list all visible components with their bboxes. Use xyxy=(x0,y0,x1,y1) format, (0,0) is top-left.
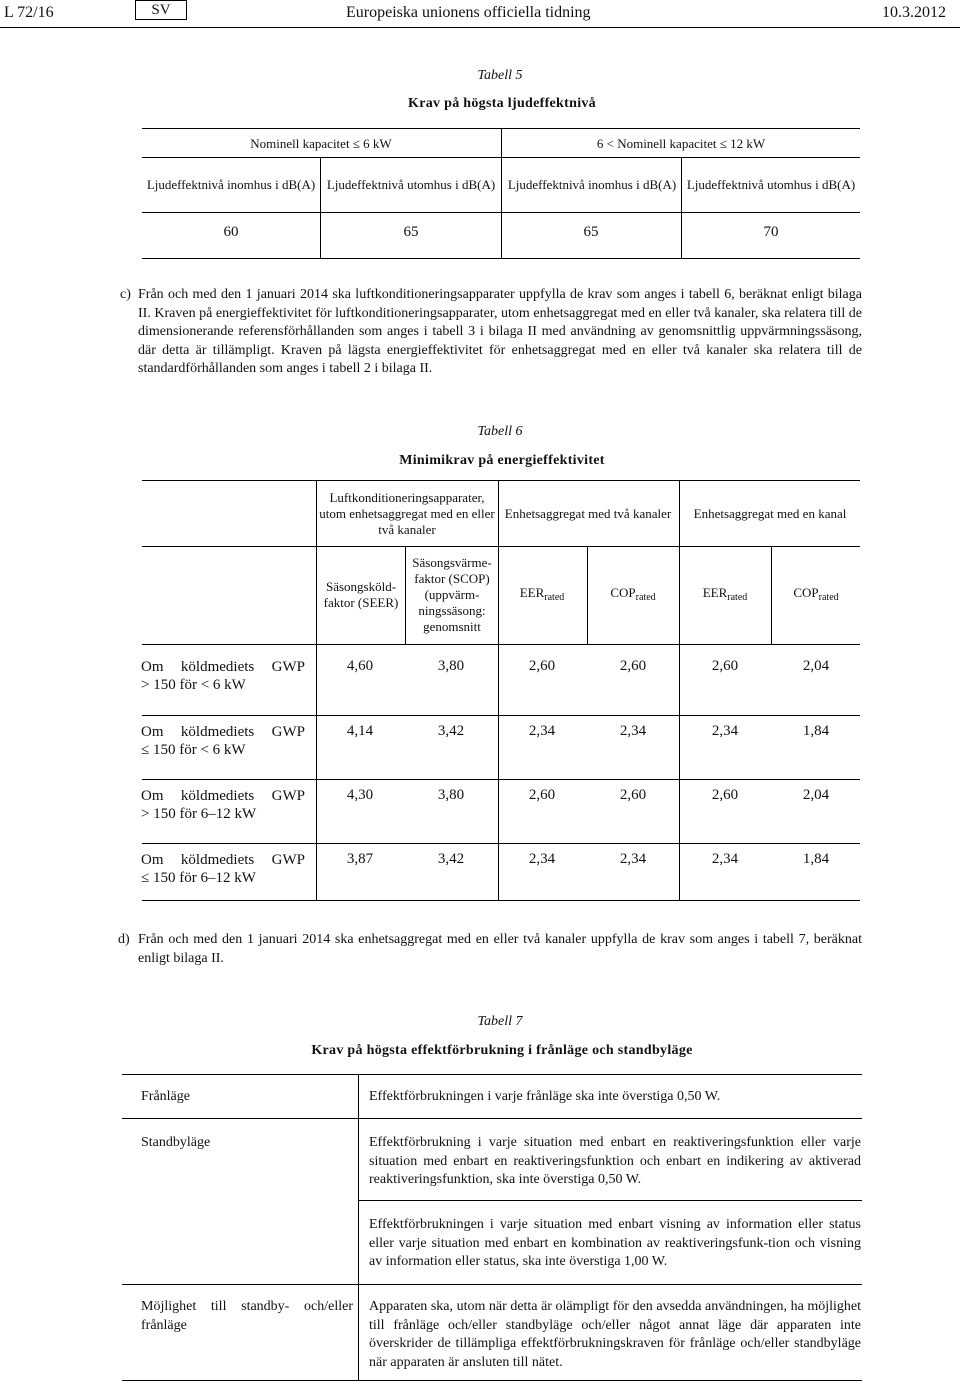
table-cell-value: 2,60 xyxy=(528,787,556,803)
row-label: Om köldmediets GWP xyxy=(141,659,305,675)
table5-divider xyxy=(681,158,682,258)
table5-rule-bottom xyxy=(142,258,860,259)
table-cell-value: 3,80 xyxy=(437,787,465,803)
journal-title: Europeiska unionens officiella tidning xyxy=(346,4,591,21)
table5-group-small: Nominell kapacitet ≤ 6 kW xyxy=(250,136,392,151)
table-cell-value: 4,30 xyxy=(346,787,374,803)
table-cell-value: 2,34 xyxy=(711,851,739,867)
table-cell-value: 1,84 xyxy=(802,723,830,739)
table6-group-ac: Luftkonditioneringsapparater, utom enhetsaggregat med en eller två kanaler xyxy=(319,490,495,537)
table7-rule-bottom xyxy=(122,1380,862,1381)
table6-divider xyxy=(498,480,499,900)
row-label-condition: ≤ 150 för < 6 kW xyxy=(141,742,246,758)
table5-col-outdoor-large: Ljudeffektnivå utomhus i dB(A) xyxy=(686,177,856,192)
table5-title: Krav på högsta ljudeffektnivå xyxy=(408,96,596,111)
page-reference: L 72/16 xyxy=(4,4,54,21)
table7-rule-top xyxy=(122,1074,862,1075)
table7-text-off: Effektförbrukningen i varje frånläge ska inte överstiga 0,50 W. xyxy=(369,1089,721,1104)
table6-sub-eer-single: $EER_{rated}$ xyxy=(702,584,748,603)
table-cell-value: 2,34 xyxy=(711,723,739,739)
table7-caption: Tabell 7 xyxy=(477,1014,523,1029)
language-badge: SV xyxy=(135,0,187,20)
para-c-text: Från och med den 1 januari 2014 ska luftkonditioneringsapparater uppfylla de krav som anges i tabell 6, beräknat enligt bilaga II. Kraven på energieffektivitet för luftkonditioneringsapparater, utom enhetsaggregat med en eller två kanaler, ska relatera till de dimensionerande referensförhållanden som anges i tabell 3 i bilaga II med användning av genomsnittlig uppvärmningssäsong, där detta är tillämpligt. Kraven på lägsta energieffektivitet för enhetsaggregat med en eller två kanaler ska relatera till de standardförhållanden som anges i tabell 2 i bilaga II. xyxy=(138,287,862,376)
table6-sub-eer-double: $EER_{rated}$ xyxy=(519,584,565,603)
row-label: Om köldmediets GWP xyxy=(141,852,305,868)
table5-divider xyxy=(320,158,321,258)
table6-sub-cop-double: $COP_{rated}$ xyxy=(610,584,656,603)
table-cell-value: 2,60 xyxy=(619,658,647,674)
table7-label-off: Frånläge xyxy=(141,1089,190,1104)
table6-sub-cop-single: $COP_{rated}$ xyxy=(793,584,839,603)
para-c-label: c) xyxy=(120,287,131,302)
table-cell-value: 2,60 xyxy=(619,787,647,803)
table7-title: Krav på högsta effektförbrukning i frånläge och standbyläge xyxy=(311,1043,693,1058)
row-label: Om köldmediets GWP xyxy=(141,724,305,740)
table-cell-value: 1,84 xyxy=(802,851,830,867)
table-cell-value: 2,04 xyxy=(802,787,830,803)
table6-divider xyxy=(587,546,588,644)
table-cell-value: 2,60 xyxy=(711,658,739,674)
row-label-condition: > 150 för < 6 kW xyxy=(141,677,246,693)
table-cell-value: 2,04 xyxy=(802,658,830,674)
table6-divider xyxy=(405,546,406,644)
table5-col-indoor-small: Ljudeffektnivå inomhus i dB(A) xyxy=(146,177,316,192)
row-label-condition: ≤ 150 för 6–12 kW xyxy=(141,870,256,886)
table6-rule-group xyxy=(142,546,860,547)
table-cell-value: 2,60 xyxy=(528,658,556,674)
table7-label-possibility: Möjlighet till standby- och/eller frånläge xyxy=(141,1299,353,1333)
table5-col-outdoor-small: Ljudeffektnivå utomhus i dB(A) xyxy=(326,177,496,192)
table6-caption: Tabell 6 xyxy=(477,424,523,439)
table-cell-value: 2,34 xyxy=(528,723,556,739)
table5-group-large: 6 < Nominell kapacitet ≤ 12 kW xyxy=(596,136,766,151)
table6-title: Minimikrav på energieffektivitet xyxy=(399,453,605,468)
table7-text-possibility: Apparaten ska, utom när detta är olämpligt för den avsedda användningen, ha möjlighet till frånläge och/eller standbyläge och/eller något annat läge där apparaten inte överskrider de tillämpliga effektförbrukningskraven för frånläge och/eller standbyläge när apparaten är ansluten till nätet. xyxy=(369,1299,861,1370)
table6-group-single-duct: Enhetsaggregat med en kanal xyxy=(693,506,847,521)
header-rule xyxy=(0,27,960,28)
table-cell-value: 3,42 xyxy=(437,851,465,867)
table7-text-standby-b: Effektförbrukningen i varje situation med enbart visning av information eller status eller varje situation med enbart en kombination av reaktiveringsfunk-tion och visning av information eller status, ska inte överstiga 1,00 W. xyxy=(369,1217,861,1269)
table6-row-rule xyxy=(142,715,860,716)
table5-col-indoor-large: Ljudeffektnivå inomhus i dB(A) xyxy=(507,177,677,192)
table7-text-standby-a: Effektförbrukning i varje situation med enbart en reaktiveringsfunktion eller varje situation med enbart en reaktiveringsfunktion och enbart en indikering av aktiverad reaktiveringsfunktion, ska inte överstiga 0,50 W. xyxy=(369,1135,861,1187)
table-cell-value: 4,60 xyxy=(346,658,374,674)
publication-date: 10.3.2012 xyxy=(882,4,946,21)
table7-rule xyxy=(122,1118,862,1119)
table-cell-value: 2,34 xyxy=(528,851,556,867)
table6-divider xyxy=(316,480,317,900)
table7-rule xyxy=(358,1200,862,1201)
table6-row-rule xyxy=(142,779,860,780)
table5-value: 65 xyxy=(403,224,419,240)
table6-rule-header xyxy=(142,644,860,645)
row-label: Om köldmediets GWP xyxy=(141,788,305,804)
table-cell-value: 3,87 xyxy=(346,851,374,867)
table-cell-value: 2,34 xyxy=(619,723,647,739)
table-cell-value: 4,14 xyxy=(346,723,374,739)
table7-rule xyxy=(122,1284,862,1285)
table5-value: 60 xyxy=(223,224,239,240)
table-cell-value: 2,34 xyxy=(619,851,647,867)
table6-rule-bottom xyxy=(142,900,860,901)
table-cell-value: 3,80 xyxy=(437,658,465,674)
table7-divider xyxy=(358,1074,359,1380)
table6-row-rule xyxy=(142,843,860,844)
para-d-label: d) xyxy=(118,932,130,947)
table7-label-standby: Standbyläge xyxy=(141,1135,211,1150)
table6-divider xyxy=(771,546,772,644)
table5-caption: Tabell 5 xyxy=(477,68,523,83)
table6-divider xyxy=(679,480,680,900)
para-d-text: Från och med den 1 januari 2014 ska enhetsaggregat med en eller två kanaler uppfylla de krav som anges i tabell 7, beräknat enligt bilaga II. xyxy=(138,932,862,966)
table6-rule-top xyxy=(142,480,860,481)
table5-value: 70 xyxy=(763,224,779,240)
table6-sub-scop: Säsongsvärme-faktor (SCOP) (uppvärm-ningssäsong: genomsnitt xyxy=(412,555,492,634)
row-label-condition: > 150 för 6–12 kW xyxy=(141,806,257,822)
table-cell-value: 2,60 xyxy=(711,787,739,803)
table6-sub-seer: Säsongsköld-faktor (SEER) xyxy=(323,579,399,610)
table-cell-value: 3,42 xyxy=(437,723,465,739)
table6-group-double-duct: Enhetsaggregat med två kanaler xyxy=(504,506,672,521)
table5-value: 65 xyxy=(583,224,599,240)
